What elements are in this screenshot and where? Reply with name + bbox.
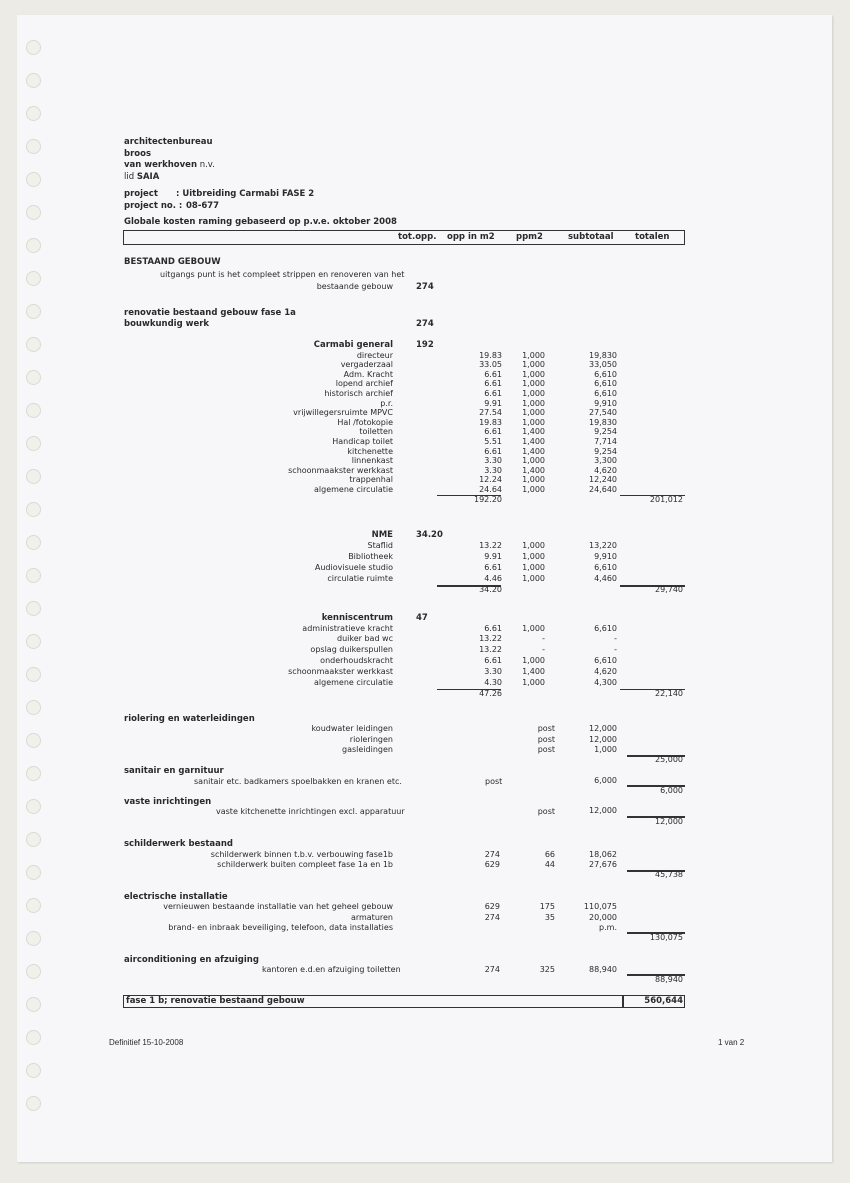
table-row-ppm2: post: [537, 745, 555, 754]
punch-hole: [26, 667, 41, 682]
section-title-vaste: vaste inrichtingen: [124, 797, 212, 807]
punch-hole: [26, 502, 41, 517]
firm-name: van werkhoven: [124, 160, 197, 170]
table-row-label: kitchenette: [347, 446, 393, 456]
sanitair-label: sanitair etc. badkamers spoelbakken en kranen etc.: [194, 777, 402, 786]
table-row-opp: 27.54: [479, 408, 502, 418]
table-row-label: Handicap toilet: [332, 436, 393, 446]
aircon-sub: 88,940: [589, 965, 617, 974]
table-row-label: circulatie ruimte: [327, 574, 393, 584]
table-row-subtotaal: 12,240: [589, 475, 617, 485]
header-tot-opp: tot.opp.: [398, 232, 437, 242]
punch-hole: [26, 733, 41, 748]
table-row-ppm2: 1,000: [522, 379, 545, 389]
table-row-subtotaal: 9,910: [594, 398, 617, 408]
table-row-subtotaal: 18,062: [589, 850, 617, 859]
punch-hole: [26, 238, 41, 253]
table-row-subtotaal: 4,460: [594, 574, 617, 584]
table-row-opp: 6.61: [484, 656, 502, 666]
table-row-ppm2: 1,000: [522, 388, 545, 398]
group-total: 29,740: [655, 585, 683, 595]
table-row-subtotaal: 1,000: [594, 745, 617, 754]
sanitair-sub: 6,000: [594, 776, 617, 785]
letterhead-line1: architectenbureau: [124, 137, 213, 147]
header-opp-m2: opp in m2: [447, 232, 495, 242]
table-row-subtotaal: p.m.: [599, 923, 617, 932]
table-row-subtotaal: -: [614, 634, 617, 644]
table-row-ppm2: 1,400: [522, 427, 545, 437]
table-row-label: koudwater leidingen: [311, 724, 393, 733]
table-row-label: schoonmaakster werkkast: [288, 667, 393, 677]
table-row-opp: 629: [484, 902, 500, 911]
punch-hole: [26, 964, 41, 979]
table-row-subtotaal: 19,830: [589, 350, 617, 360]
group-tot-opp: 192: [416, 340, 434, 350]
punch-hole: [26, 106, 41, 121]
table-row-ppm2: 1,000: [522, 417, 545, 427]
table-row-ppm2: 1,000: [522, 656, 545, 666]
table-row-opp: 9.91: [484, 551, 502, 561]
group-title: NME: [371, 530, 393, 540]
punch-hole: [26, 40, 41, 55]
table-row-subtotaal: -: [614, 645, 617, 655]
table-row-label: schilderwerk binnen t.b.v. verbouwing fase1b: [210, 850, 393, 859]
vaste-ppm2: post: [537, 807, 555, 816]
table-row-opp: 19.83: [479, 417, 502, 427]
punch-hole: [26, 1030, 41, 1045]
table-row-ppm2: 1,000: [522, 574, 545, 584]
table-row-ppm2: 1,000: [522, 551, 545, 561]
table-row-subtotaal: 110,075: [583, 902, 617, 911]
punch-hole: [26, 634, 41, 649]
table-row-opp: 24.64: [479, 484, 502, 494]
table-row-ppm2: post: [537, 734, 555, 744]
group-total: 22,140: [655, 688, 683, 698]
punch-hole: [26, 700, 41, 715]
header-ppm2: ppm2: [516, 232, 543, 242]
group-total: 201,012: [649, 494, 683, 504]
table-row-opp: 6.61: [484, 388, 502, 398]
table-row-ppm2: 1,000: [522, 408, 545, 418]
table-row-opp: 6.61: [484, 623, 502, 633]
punch-hole: [26, 997, 41, 1012]
firm-suffix: n.v.: [197, 160, 215, 170]
punch-hole: [26, 931, 41, 946]
document-sheet: [17, 15, 832, 1162]
table-row-subtotaal: 4,620: [594, 667, 617, 677]
table-row-ppm2: 1,000: [522, 475, 545, 485]
table-row-subtotaal: 4,620: [594, 465, 617, 475]
table-row-opp: 274: [484, 912, 500, 922]
table-row-subtotaal: 27,540: [589, 408, 617, 418]
table-row-subtotaal: 6,610: [594, 562, 617, 572]
group-tot-opp: 47: [416, 613, 428, 623]
table-row-subtotaal: 7,714: [594, 436, 617, 446]
project-no-value: 08-677: [186, 201, 220, 211]
punch-hole: [26, 73, 41, 88]
header-subtotaal: subtotaal: [568, 232, 614, 242]
table-row-ppm2: 1,000: [522, 398, 545, 408]
punch-hole: [26, 337, 41, 352]
table-row-opp: 4.46: [484, 574, 502, 584]
table-row-ppm2: -: [542, 634, 545, 644]
table-row-opp: 9.91: [484, 398, 502, 408]
electrisch-total: 130,075: [649, 933, 683, 942]
table-header: [123, 230, 685, 245]
punch-hole: [26, 1096, 41, 1111]
table-row-label: lopend archief: [335, 379, 393, 389]
table-row-ppm2: 35: [544, 912, 555, 922]
group-opp-sum: 47.26: [479, 688, 502, 698]
table-row-label: trappenhal: [349, 475, 393, 485]
table-row-ppm2: 1,000: [522, 369, 545, 379]
aircon-label: kantoren e.d.en afzuiging toiletten: [262, 965, 401, 974]
section-title-electrisch: electrische installatie: [124, 892, 228, 902]
punch-hole: [26, 403, 41, 418]
section-title-bestaand: BESTAAND GEBOUW: [124, 257, 221, 267]
table-row-ppm2: 1,400: [522, 667, 545, 677]
table-row-opp: 6.61: [484, 427, 502, 437]
table-row-subtotaal: 9,910: [594, 551, 617, 561]
table-row-opp: 13.22: [479, 540, 502, 550]
punch-hole: [26, 139, 41, 154]
vaste-total: 12,000: [655, 817, 683, 826]
table-row-label: schilderwerk buiten compleet fase 1a en 1b: [217, 860, 393, 869]
table-row-opp: 4.30: [484, 678, 502, 687]
punch-hole: [26, 205, 41, 220]
table-row-subtotaal: 19,830: [589, 417, 617, 427]
punch-hole: [26, 832, 41, 847]
punch-hole: [26, 535, 41, 550]
table-row-opp: 6.61: [484, 446, 502, 456]
intro-tot: 274: [416, 282, 434, 292]
punch-hole: [26, 898, 41, 913]
table-row-subtotaal: 12,000: [589, 724, 617, 733]
table-row-opp: 6.61: [484, 369, 502, 379]
table-row-ppm2: 1,000: [522, 456, 545, 466]
table-row-opp: 274: [484, 850, 500, 859]
punch-hole: [26, 799, 41, 814]
group-title: kenniscentrum: [321, 613, 393, 623]
group-tot-opp: 34.20: [416, 530, 443, 540]
table-row-label: vernieuwen bestaande installatie van het geheel gebouw: [163, 902, 393, 911]
table-row-subtotaal: 24,640: [589, 484, 617, 494]
section-title-renovatie: renovatie bestaand gebouw fase 1a: [124, 308, 296, 318]
table-row-ppm2: 1,000: [522, 678, 545, 687]
table-row-label: brand- en inbraak beveiliging, telefoon, data installaties: [168, 923, 393, 932]
table-row-subtotaal: 6,610: [594, 369, 617, 379]
table-row-subtotaal: 4,300: [594, 678, 617, 687]
table-row-opp: 19.83: [479, 350, 502, 360]
table-row-opp: 3.30: [484, 456, 502, 466]
table-row-label: opslag duikerspullen: [310, 645, 393, 655]
punch-hole: [26, 568, 41, 583]
table-row-label: onderhoudskracht: [320, 656, 393, 666]
intro-desc-2: bestaande gebouw: [316, 282, 393, 291]
section-title-riolering: riolering en waterleidingen: [124, 714, 255, 724]
table-row-subtotaal: 9,254: [594, 446, 617, 456]
table-row-ppm2: 66: [544, 850, 555, 859]
table-row-opp: 13.22: [479, 645, 502, 655]
table-row-opp: 33.05: [479, 360, 502, 370]
table-row-label: schoonmaakster werkkast: [288, 465, 393, 475]
intro-desc-1: uitgangs punt is het compleet strippen en renoveren van het: [160, 270, 405, 279]
table-row-opp: 13.22: [479, 634, 502, 644]
table-row-subtotaal: 6,610: [594, 388, 617, 398]
punch-hole: [26, 271, 41, 286]
table-row-subtotaal: 6,610: [594, 379, 617, 389]
punch-hole: [26, 172, 41, 187]
table-row-label: algemene circulatie: [314, 678, 393, 687]
table-row-label: linnenkast: [351, 456, 393, 466]
table-row-opp: 3.30: [484, 667, 502, 677]
aircon-ppm2: 325: [539, 965, 555, 974]
grand-total-label: fase 1 b; renovatie bestaand gebouw: [126, 996, 305, 1006]
table-row-label: duiker bad wc: [336, 634, 393, 644]
document-subtitle: Globale kosten raming gebaseerd op p.v.e. oktober 2008: [124, 217, 397, 227]
table-row-ppm2: -: [542, 645, 545, 655]
punch-hole: [26, 766, 41, 781]
vaste-sub: 12,000: [589, 806, 617, 815]
footer-status: Definitief 15-10-2008: [109, 1038, 184, 1047]
table-row-label: p.r.: [380, 398, 393, 408]
table-row-ppm2: 1,000: [522, 360, 545, 370]
aircon-total: 88,940: [655, 975, 683, 984]
letterhead-line4: [124, 172, 159, 183]
punch-hole: [26, 304, 41, 319]
table-row-ppm2: post: [537, 724, 555, 733]
table-row-opp: 6.61: [484, 379, 502, 389]
table-row-ppm2: 1,400: [522, 465, 545, 475]
schilderwerk-total: 45,738: [655, 870, 683, 879]
table-row-label: rioleringen: [349, 734, 393, 744]
grand-total-box: [123, 995, 685, 1008]
table-row-ppm2: 1,000: [522, 623, 545, 633]
section-title-schilderwerk: schilderwerk bestaand: [124, 839, 234, 849]
vaste-label: vaste kitchenette inrichtingen excl. apparatuur: [216, 807, 405, 816]
table-row-ppm2: 1,400: [522, 436, 545, 446]
table-row-label: Audiovisuele studio: [314, 562, 393, 572]
aircon-opp: 274: [484, 965, 500, 974]
renovatie-tot: 274: [416, 319, 434, 329]
table-row-ppm2: 1,000: [522, 484, 545, 494]
table-row-label: Hal /fotokopie: [337, 417, 393, 427]
riolering-total: 25,000: [655, 755, 683, 764]
table-row-ppm2: 1,000: [522, 562, 545, 572]
table-row-subtotaal: 9,254: [594, 427, 617, 437]
table-row-subtotaal: 33,050: [589, 360, 617, 370]
project-no-label: project no. :: [124, 201, 183, 211]
group-title: Carmabi general: [313, 340, 393, 350]
table-row-label: directeur: [356, 350, 393, 360]
table-row-ppm2: 1,000: [522, 350, 545, 360]
grand-total-value: 560,644: [644, 996, 683, 1006]
punch-hole: [26, 436, 41, 451]
letterhead-line3: [124, 160, 215, 171]
letterhead-line2: broos: [124, 149, 152, 159]
punch-hole: [26, 370, 41, 385]
sanitair-total: 6,000: [660, 786, 683, 795]
table-row-label: Adm. Kracht: [343, 369, 393, 379]
table-row-label: gasleidingen: [342, 745, 393, 754]
project-value: : Uitbreiding Carmabi FASE 2: [176, 189, 315, 199]
table-row-subtotaal: 6,610: [594, 623, 617, 633]
table-row-label: Staflid: [367, 540, 393, 550]
table-row-subtotaal: 27,676: [589, 860, 617, 869]
table-row-opp: 12.24: [479, 475, 502, 485]
table-row-ppm2: 1,000: [522, 540, 545, 550]
table-row-subtotaal: 6,610: [594, 656, 617, 666]
punch-hole: [26, 865, 41, 880]
table-row-ppm2: 175: [539, 902, 555, 911]
table-row-ppm2: 1,400: [522, 446, 545, 456]
table-row-subtotaal: 13,220: [589, 540, 617, 550]
sanitair-opp: post: [485, 777, 503, 786]
table-row-subtotaal: 20,000: [589, 912, 617, 922]
table-row-opp: 5.51: [484, 436, 502, 446]
table-row-label: historisch archief: [324, 388, 393, 398]
header-totalen: totalen: [635, 232, 670, 242]
table-row-label: armaturen: [350, 912, 393, 922]
table-row-label: vrijwillegersruimte MPVC: [293, 408, 393, 418]
member-prefix: lid: [124, 172, 137, 182]
group-opp-sum: 192.20: [474, 494, 502, 504]
section-title-aircon: airconditioning en afzuiging: [124, 955, 259, 965]
group-opp-sum: 34.20: [479, 585, 502, 595]
table-row-opp: 6.61: [484, 562, 502, 572]
project-label: project: [124, 189, 158, 199]
table-row-label: algemene circulatie: [314, 484, 393, 494]
table-row-subtotaal: 12,000: [589, 734, 617, 744]
table-row-subtotaal: 3,300: [594, 456, 617, 466]
footer-page-number: 1 van 2: [718, 1038, 745, 1047]
section-title-bouwkundig: bouwkundig werk: [124, 319, 210, 329]
table-row-label: vergaderzaal: [340, 360, 393, 370]
punch-hole: [26, 1063, 41, 1078]
member-org: SAIA: [136, 172, 160, 182]
table-row-label: administratieve kracht: [302, 623, 393, 633]
table-row-label: toiletten: [359, 427, 393, 437]
table-row-label: Bibliotheek: [348, 551, 393, 561]
table-row-opp: 629: [484, 860, 500, 869]
punch-hole: [26, 601, 41, 616]
table-row-opp: 3.30: [484, 465, 502, 475]
section-title-sanitair: sanitair en garnituur: [124, 766, 224, 776]
table-row-ppm2: 44: [544, 860, 555, 869]
punch-hole: [26, 469, 41, 484]
